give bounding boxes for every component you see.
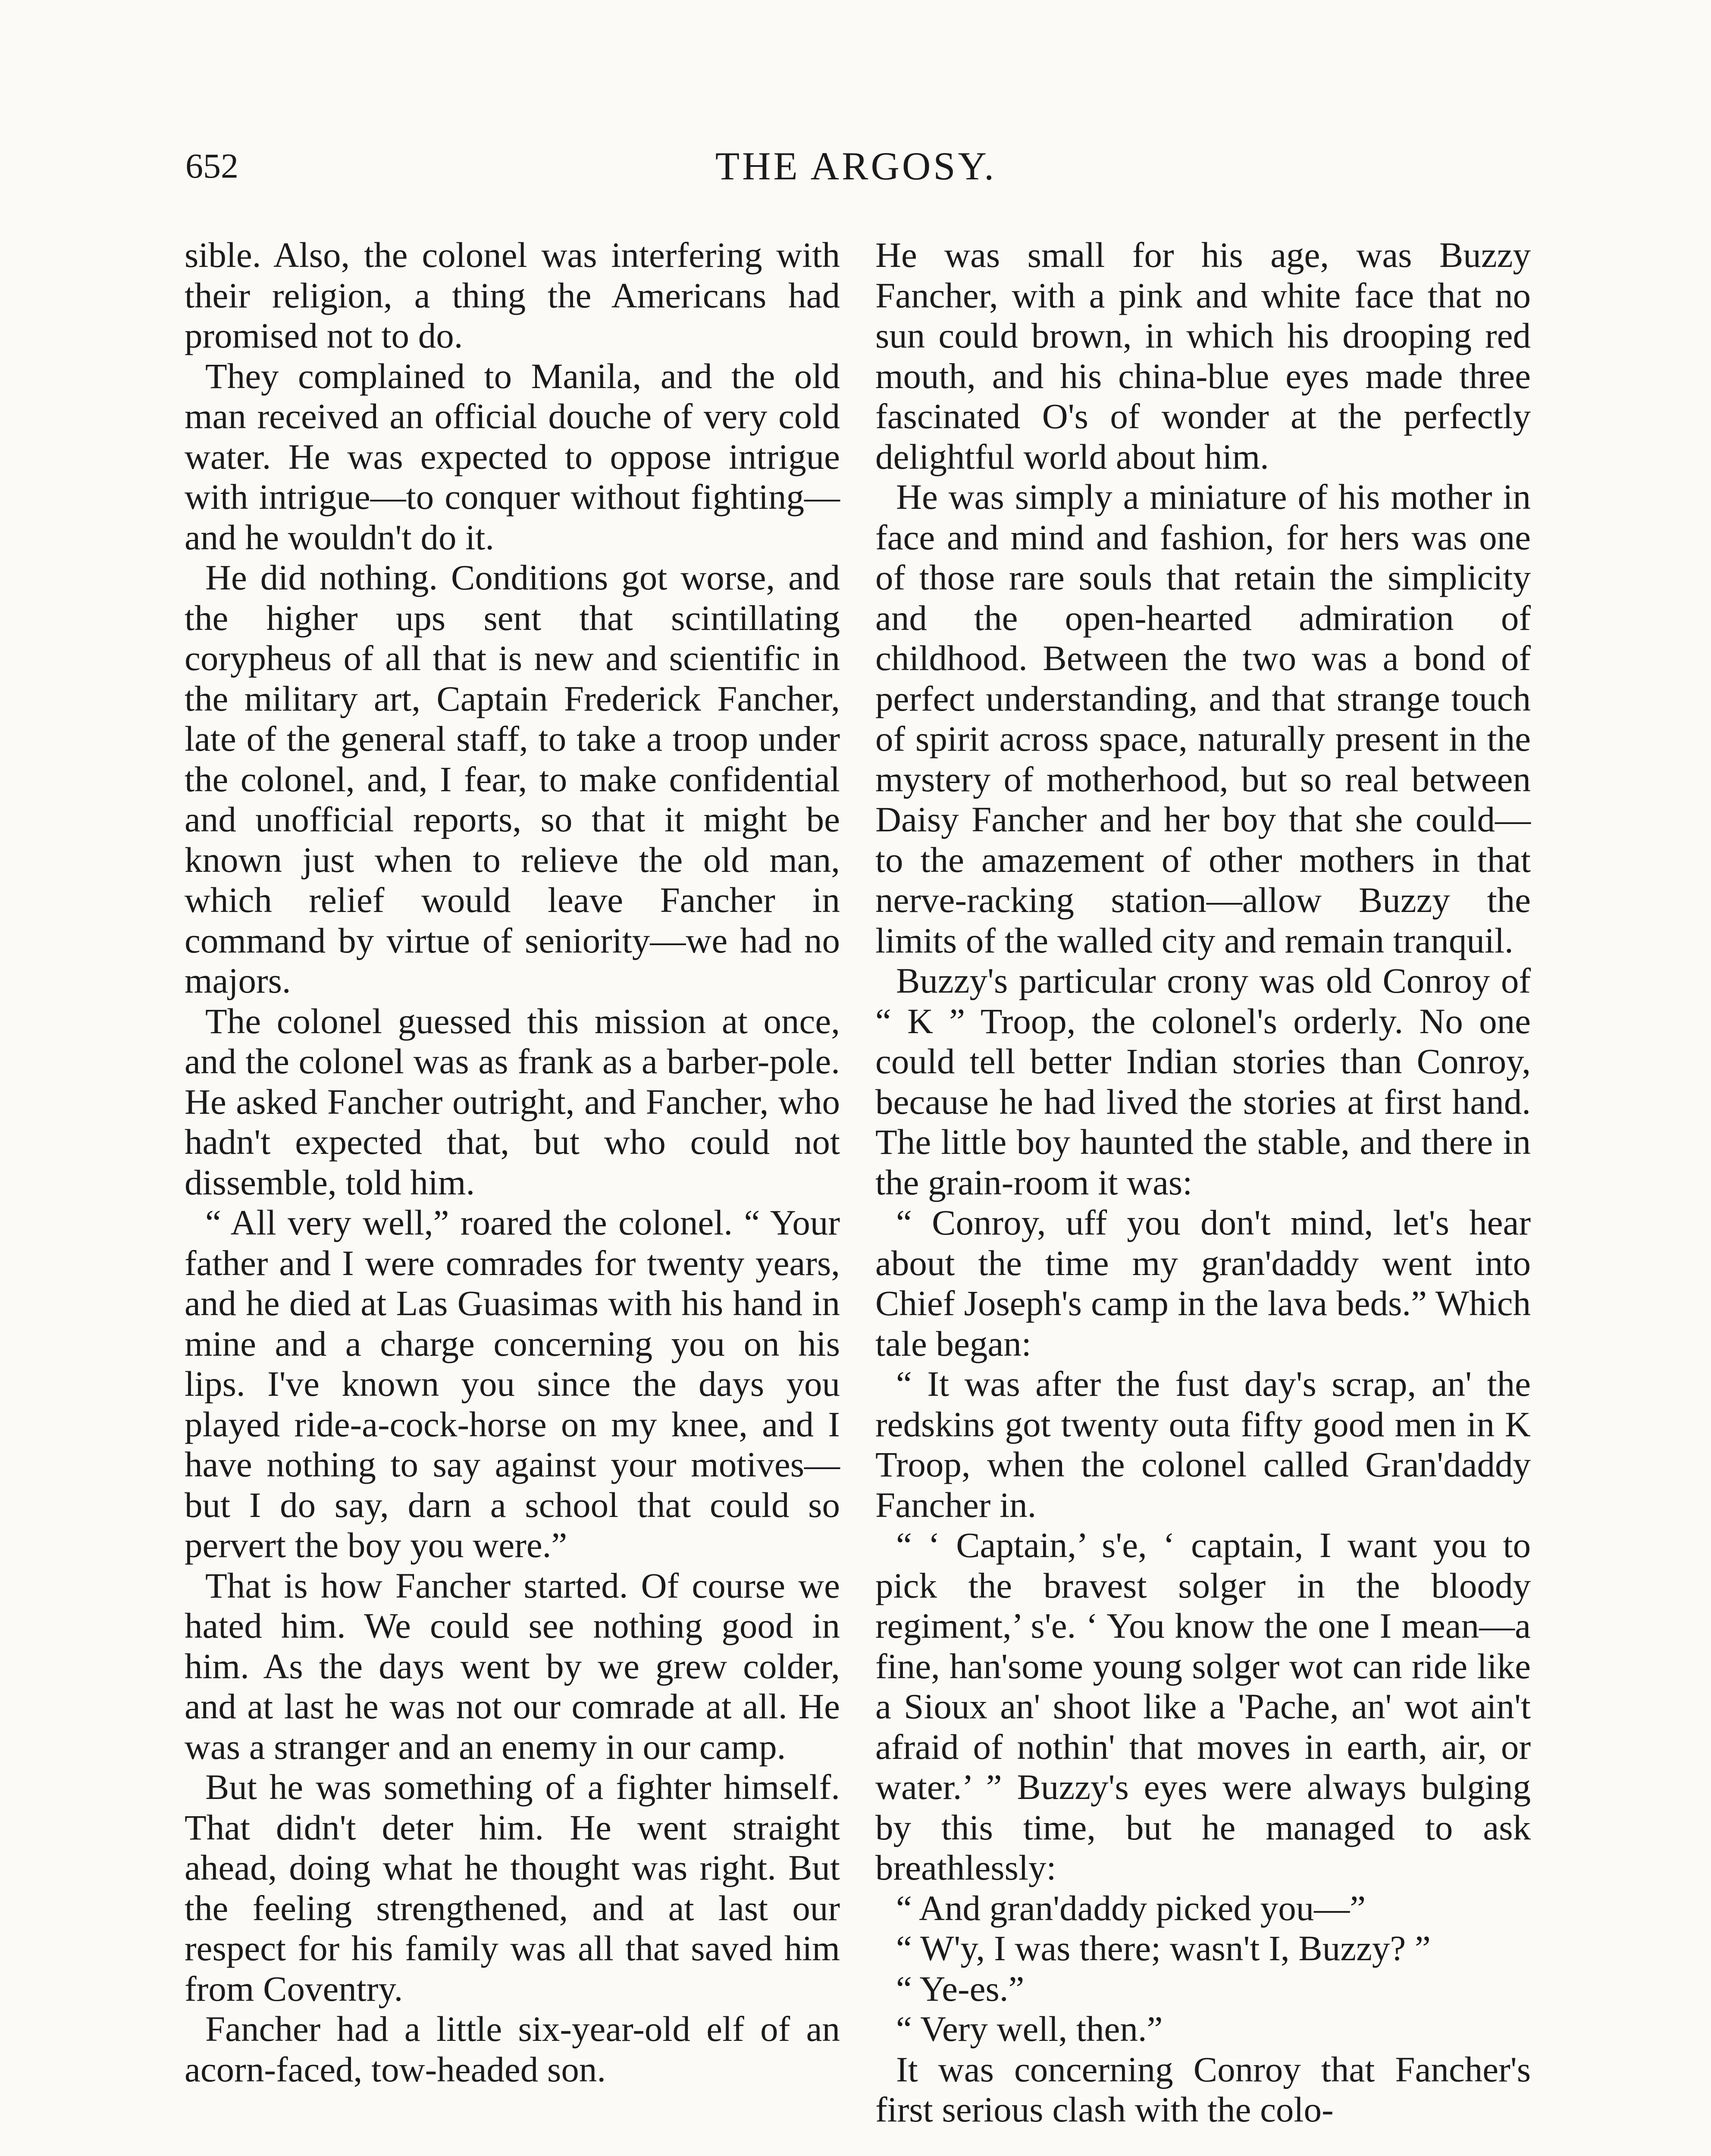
paragraph: He was simply a miniature of his mother in face and mind and fashion, for hers was one of those rare souls that retain the simplicity and the open-hearted admiration of childhood. Between the two was a bond of perfect understanding, and that strange touch of spirit across space, naturally present in the mystery of motherhood, but so real between Daisy Fancher and her boy that she could—to the amazement of other mothers in that nerve-racking station—allow Buzzy the limits of the walled city and remain tranquil.	[875, 477, 1531, 960]
paragraph: “ It was after the fust day's scrap, an' the redskins got twenty outa fifty good men in K Troop, when the colonel called Gran'daddy Fancher in.	[875, 1364, 1531, 1525]
paragraph: sible. Also, the colonel was interfering with their religion, a thing the Americans had promised not to do.	[185, 235, 840, 355]
paragraph: That is how Fancher started. Of course we hated him. We could see nothing good in him. As the days went by we grew colder, and at last he was not our comrade at all. He was a stranger and an enemy in our camp.	[185, 1565, 840, 1767]
running-head: THE ARGOSY.	[715, 144, 997, 188]
paragraph: It was concerning Conroy that Fancher's first serious clash with the colo-	[875, 2049, 1531, 2129]
paragraph: “ And gran'daddy picked you—”	[896, 1888, 1366, 1928]
paragraph: He did nothing. Conditions got worse, and the higher ups sent that scintillating corypheus of all that is new and scientific in the military art, Captain Frederick Fancher, late of the general staff, to take a troop under the colonel, and, I fear, to make confidential and unofficial reports, so that it might be known just when to relieve the old man, which relief would leave Fancher in command by virtue of seniority—we had no majors.	[185, 558, 840, 1000]
paragraph: “ Conroy, uff you don't mind, let's hear about the time my gran'daddy went into Chief Joseph's camp in the lava beds.” Which tale began:	[875, 1203, 1531, 1363]
paragraph: “ All very well,” roared the colonel. “ Your father and I were comrades for twenty years, and he died at Las Guasimas with his hand in mine and a charge concerning you on his lips. I've known you since the days you played ride-a-cock-horse on my knee, and I have nothing to say against your motives—but I do say, darn a school that could so pervert the boy you were.”	[185, 1203, 840, 1565]
left-column	[185, 235, 840, 2090]
paragraph: “ Ye-es.”	[896, 1968, 1025, 2009]
paragraph: The colonel guessed this mission at once, and the colonel was as frank as a barber-pole. He asked Fancher outright, and Fancher, who hadn't expected that, but who could not dissemble, told him.	[185, 1001, 840, 1202]
right-column	[875, 235, 1531, 2130]
paragraph: “ W'y, I was there; wasn't I, Buzzy? ”	[896, 1928, 1431, 1968]
paragraph: They complained to Manila, and the old man received an official douche of very cold water. He was expected to oppose intrigue with intrigue—to conquer without fighting—and he wouldn't do it.	[185, 356, 840, 557]
paragraph: He was small for his age, was Buzzy Fancher, with a pink and white face that no sun could brown, in which his drooping red mouth, and his china-blue eyes made three fascinated O's of wonder at the perfectly delightful world about him.	[875, 235, 1531, 476]
paragraph: Fancher had a little six-year-old elf of an acorn-faced, tow-headed son.	[185, 2009, 840, 2089]
paragraph: “ ‘ Captain,’ s'e, ‘ captain, I want you to pick the bravest solger in the bloody regiment,’ s'e. ‘ You know the one I mean—a fine, han'some young solger wot can ride like a Sioux an' shoot like a 'Pache, an' wot ain't afraid of nothin' that moves in earth, air, or water.’ ” Buzzy's eyes were always bulging by this time, but he managed to ask breathlessly:	[875, 1525, 1531, 1887]
paragraph: “ Very well, then.”	[896, 2009, 1163, 2049]
paragraph: But he was something of a fighter himself. That didn't deter him. He went straight ahead, doing what he thought was right. But the feeling strengthened, and at last our respect for his family was all that saved him from Coventry.	[185, 1767, 840, 2009]
page-number: 652	[185, 146, 238, 185]
paragraph: Buzzy's particular crony was old Conroy of “ K ” Troop, the colonel's orderly. No one could tell better Indian stories than Conroy, because he had lived the stories at first hand. The little boy haunted the stable, and there in the grain-room it was:	[875, 961, 1531, 1202]
page-header	[185, 142, 1526, 198]
